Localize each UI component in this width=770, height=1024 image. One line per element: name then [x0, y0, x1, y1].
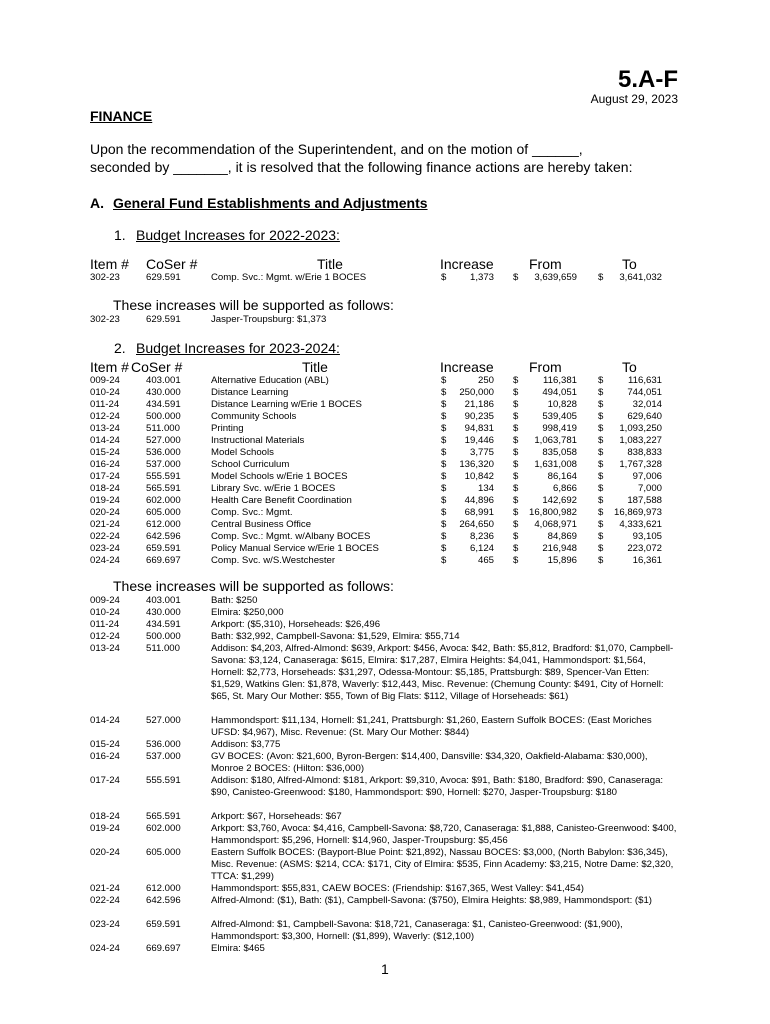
coser-number: 629.591 — [146, 314, 181, 325]
coser-number: 434.591 — [146, 619, 181, 630]
part2-support-heading: These increases will be supported as follows: — [113, 578, 394, 594]
coser-number: 565.591 — [146, 811, 181, 822]
col-from-header: From — [529, 256, 562, 272]
row-title: Instructional Materials — [211, 435, 305, 446]
increase-value: 10,842 — [464, 471, 494, 482]
coser-number: 511.000 — [146, 423, 180, 434]
dollar-sign: $ — [441, 447, 447, 458]
dollar-sign: $ — [441, 459, 447, 470]
from-value: 4,068,971 — [534, 519, 577, 530]
table-row — [0, 495, 770, 507]
support-text: Bath: $32,992, Campbell-Savona: $1,529, Elmira: $55,714 — [211, 631, 460, 642]
dollar-sign: $ — [598, 399, 604, 410]
increase-value: 68,991 — [464, 507, 494, 518]
increase-value: 90,235 — [464, 411, 494, 422]
item-number: 019-24 — [90, 495, 120, 506]
dollar-sign: $ — [598, 495, 604, 506]
to-value: 187,588 — [627, 495, 662, 506]
coser-number: 605.000 — [146, 847, 181, 858]
to-value: 3,641,032 — [619, 272, 662, 283]
to-value: 223,072 — [627, 543, 662, 554]
support-text: Alfred-Almond: $1, Campbell-Savona: $18,721, Canaseraga: $1, Canisteo-Greenwood: ($1,900), Hammondsport: $3,300, Hornell: ($1,899), Waverly: ($12,100) — [211, 919, 623, 942]
dollar-sign: $ — [441, 483, 447, 494]
item-number: 013-24 — [90, 643, 120, 654]
item-number: 012-24 — [90, 631, 120, 642]
support-text: Addison: $3,775 — [211, 739, 281, 750]
dollar-sign: $ — [513, 411, 519, 422]
dollar-sign: $ — [513, 555, 519, 566]
to-value: 4,333,621 — [619, 519, 662, 530]
from-value: 494,051 — [542, 387, 577, 398]
item-number: 013-24 — [90, 423, 120, 434]
table-row — [0, 507, 770, 519]
increase-value: 6,124 — [469, 543, 494, 554]
coser-number: 555.591 — [146, 471, 181, 482]
coser-number: 500.000 — [146, 411, 181, 422]
row-title: Printing — [211, 423, 244, 434]
table-row — [0, 459, 770, 471]
col-increase-header: Increase — [440, 359, 494, 375]
table-row — [0, 423, 770, 435]
from-value: 84,869 — [547, 531, 577, 542]
section-a-heading: General Fund Establishments and Adjustments — [113, 195, 428, 211]
part1-heading: Budget Increases for 2022-2023: — [136, 227, 340, 243]
coser-number: 669.697 — [146, 555, 181, 566]
item-number: 010-24 — [90, 387, 120, 398]
col-coser-header: CoSer # — [131, 359, 183, 375]
dollar-sign: $ — [441, 507, 447, 518]
dollar-sign: $ — [441, 375, 447, 386]
support-text: Arkport: $3,760, Avoca: $4,416, Campbell-Savona: $8,720, Canaseraga: $1,888, Canisteo-Greenwood: $400, Hammondsport: $5,296, Hornell: $14,960, Jasper-Troupsburg: $5,456 — [211, 823, 677, 846]
coser-number: 403.001 — [146, 595, 181, 606]
support-text: GV BOCES: (Avon: $21,600, Byron-Bergen: $14,400, Dansville: $34,320, Oakfield-Alabama: $30,000), Monroe 2 BOCES: (Hilton: $36,000) — [211, 751, 648, 774]
coser-number: 527.000 — [146, 435, 181, 446]
item-number: 011-24 — [90, 399, 120, 410]
item-number: 014-24 — [90, 715, 120, 726]
table-row — [0, 435, 770, 447]
support-text: Hammondsport: $11,134, Hornell: $1,241, Prattsburgh: $1,260, Eastern Suffolk BOCES: (East Moriches UFSD: $4,967), Misc. Revenue: (St. Mary Our Mother: $844) — [211, 715, 652, 738]
from-value: 10,828 — [547, 399, 577, 410]
coser-number: 536.000 — [146, 739, 181, 750]
item-number: 022-24 — [90, 531, 120, 542]
coser-number: 430.000 — [146, 387, 181, 398]
support-text: Addison: $4,203, Alfred-Almond: $639, Arkport: $456, Avoca: $42, Bath: $5,812, Bradford: $1,070, Campbell-Savona: $3,124, Canaseraga: $615, Elmira: $17,287, Elmira Heights: $4,041, Hammondsport: $1,564, Hornell: $2,773, Horseheads: $31,297, Odessa-Montour: $5,185, Prattsburgh: $89, Spencer-Van Etten: $1,529, Watkins Glen: $1,878, Waverly: $12,443, Misc. Revenue: (Chemung County: $491, City of Hornell: $65, St. Mary Our Mother: $55, Town of Big Flats: $112, Village of Horseheads: $61) — [211, 643, 674, 702]
table-row — [0, 411, 770, 423]
increase-value: 465 — [477, 555, 494, 566]
part2-number: 2. — [114, 340, 126, 356]
table-row — [0, 399, 770, 411]
item-number: 022-24 — [90, 895, 120, 906]
from-value: 1,063,781 — [534, 435, 577, 446]
col-from-header: From — [529, 359, 562, 375]
support-text: Arkport: $67, Horseheads: $67 — [211, 811, 342, 822]
item-number: 019-24 — [90, 823, 120, 834]
table-row — [0, 519, 770, 531]
from-value: 16,800,982 — [528, 507, 577, 518]
from-value: 86,164 — [547, 471, 577, 482]
dollar-sign: $ — [441, 495, 447, 506]
coser-number: 500.000 — [146, 631, 181, 642]
from-value: 142,692 — [542, 495, 577, 506]
document-date: August 29, 2023 — [590, 92, 678, 106]
support-text: Elmira: $465 — [211, 943, 265, 954]
table-row — [0, 375, 770, 387]
dollar-sign: $ — [441, 519, 447, 530]
row-title: Model Schools w/Erie 1 BOCES — [211, 471, 348, 482]
item-number: 024-24 — [90, 555, 120, 566]
dollar-sign: $ — [441, 555, 447, 566]
table-row — [0, 471, 770, 483]
col-item-header: Item # — [90, 256, 129, 272]
to-value: 16,869,973 — [613, 507, 662, 518]
coser-number: 555.591 — [146, 775, 181, 786]
item-number: 302-23 — [90, 314, 120, 325]
from-value: 539,405 — [542, 411, 577, 422]
dollar-sign: $ — [513, 399, 519, 410]
item-number: 009-24 — [90, 375, 120, 386]
coser-number: 511.000 — [146, 643, 180, 654]
coser-number: 537.000 — [146, 751, 181, 762]
dollar-sign: $ — [441, 387, 447, 398]
dollar-sign: $ — [598, 387, 604, 398]
col-title-header: Title — [317, 256, 343, 272]
dollar-sign: $ — [441, 272, 447, 283]
dollar-sign: $ — [513, 387, 519, 398]
from-value: 998,419 — [542, 423, 577, 434]
row-title: Policy Manual Service w/Erie 1 BOCES — [211, 543, 379, 554]
item-number: 023-24 — [90, 919, 120, 930]
row-title: Library Svc. w/Erie 1 BOCES — [211, 483, 336, 494]
from-value: 15,896 — [547, 555, 577, 566]
coser-number: 537.000 — [146, 459, 181, 470]
coser-number: 602.000 — [146, 823, 181, 834]
support-text: Bath: $250 — [211, 595, 258, 606]
support-text: Jasper-Troupsburg: $1,373 — [211, 314, 327, 325]
col-coser-header: CoSer # — [146, 256, 198, 272]
intro-line-2: seconded by _______, it is resolved that the following finance actions are hereby taken: — [90, 159, 633, 175]
to-value: 838,833 — [627, 447, 662, 458]
coser-number: 527.000 — [146, 715, 181, 726]
support-text: Hammondsport: $55,831, CAEW BOCES: (Friendship: $167,365, West Valley: $41,454) — [211, 883, 584, 894]
table-row — [0, 272, 770, 284]
dollar-sign: $ — [598, 459, 604, 470]
row-title: Model Schools — [211, 447, 274, 458]
item-number: 018-24 — [90, 811, 120, 822]
from-value: 835,058 — [542, 447, 577, 458]
to-value: 7,000 — [637, 483, 662, 494]
dollar-sign: $ — [598, 555, 604, 566]
item-number: 021-24 — [90, 883, 120, 894]
coser-number: 642.596 — [146, 895, 181, 906]
item-number: 021-24 — [90, 519, 120, 530]
item-number: 020-24 — [90, 847, 120, 858]
item-number: 017-24 — [90, 471, 120, 482]
table-row — [0, 447, 770, 459]
dollar-sign: $ — [441, 435, 447, 446]
item-number: 015-24 — [90, 447, 120, 458]
item-number: 015-24 — [90, 739, 120, 750]
item-number: 020-24 — [90, 507, 120, 518]
item-number: 302-23 — [90, 272, 120, 283]
dollar-sign: $ — [598, 507, 604, 518]
dollar-sign: $ — [513, 447, 519, 458]
part1-number: 1. — [114, 227, 126, 243]
intro-line-1: Upon the recommendation of the Superintendent, and on the motion of ______, — [90, 141, 583, 157]
increase-value: 21,186 — [464, 399, 494, 410]
to-value: 629,640 — [627, 411, 662, 422]
increase-value: 1,373 — [469, 272, 494, 283]
increase-value: 94,831 — [464, 423, 494, 434]
page-number: 1 — [381, 961, 389, 977]
row-title: Alternative Education (ABL) — [211, 375, 329, 386]
to-value: 97,006 — [632, 471, 662, 482]
dollar-sign: $ — [441, 543, 447, 554]
row-title: Community Schools — [211, 411, 297, 422]
item-number: 023-24 — [90, 543, 120, 554]
dollar-sign: $ — [598, 435, 604, 446]
increase-value: 3,775 — [469, 447, 494, 458]
dollar-sign: $ — [441, 411, 447, 422]
coser-number: 434.591 — [146, 399, 181, 410]
section-a-letter: A. — [90, 195, 104, 211]
item-number: 017-24 — [90, 775, 120, 786]
item-number: 016-24 — [90, 459, 120, 470]
row-title: Comp. Svc.: Mgmt. — [211, 507, 293, 518]
dollar-sign: $ — [513, 519, 519, 530]
dollar-sign: $ — [513, 471, 519, 482]
dollar-sign: $ — [598, 411, 604, 422]
dollar-sign: $ — [513, 483, 519, 494]
col-title-header: Title — [302, 359, 328, 375]
dollar-sign: $ — [441, 423, 447, 434]
from-value: 116,381 — [543, 375, 577, 386]
coser-number: 629.591 — [146, 272, 181, 283]
section-title: FINANCE — [90, 108, 153, 124]
dollar-sign: $ — [598, 447, 604, 458]
dollar-sign: $ — [513, 272, 519, 283]
row-title: Comp. Svc.: Mgmt. w/Albany BOCES — [211, 531, 371, 542]
support-text: Arkport: ($5,310), Horseheads: $26,496 — [211, 619, 381, 630]
coser-number: 430.000 — [146, 607, 181, 618]
dollar-sign: $ — [598, 423, 604, 434]
dollar-sign: $ — [598, 375, 604, 386]
coser-number: 536.000 — [146, 447, 181, 458]
table-row — [0, 555, 770, 567]
row-title: Health Care Benefit Coordination — [211, 495, 352, 506]
row-title: Distance Learning w/Erie 1 BOCES — [211, 399, 362, 410]
col-item-header: Item # — [90, 359, 129, 375]
coser-number: 565.591 — [146, 483, 181, 494]
increase-value: 264,650 — [459, 519, 494, 530]
coser-number: 612.000 — [146, 883, 181, 894]
support-text: Eastern Suffolk BOCES: (Bayport-Blue Point: $21,892), Nassau BOCES: $3,000, (North Babylon: $36,345), Misc. Revenue: (ASMS: $214, CCA: $171, City of Elmira: $535, Finn Academy: $3,215, Notre Dame: $2,320, TTCA: $1,299) — [211, 847, 674, 882]
row-title: Comp. Svc. w/S.Westchester — [211, 555, 336, 566]
from-value: 216,948 — [542, 543, 577, 554]
row-title: Distance Learning — [211, 387, 289, 398]
dollar-sign: $ — [513, 495, 519, 506]
increase-value: 250 — [477, 375, 494, 386]
dollar-sign: $ — [513, 423, 519, 434]
dollar-sign: $ — [513, 507, 519, 518]
from-value: 6,866 — [552, 483, 577, 494]
to-value: 32,014 — [632, 399, 662, 410]
table-row — [0, 483, 770, 495]
table-row — [0, 531, 770, 543]
from-value: 3,639,659 — [534, 272, 577, 283]
from-value: 1,631,008 — [534, 459, 577, 470]
coser-number: 612.000 — [146, 519, 181, 530]
increase-value: 44,896 — [464, 495, 494, 506]
to-value: 1,083,227 — [619, 435, 662, 446]
document-code: 5.A-F — [618, 66, 678, 93]
dollar-sign: $ — [441, 471, 447, 482]
col-to-header: To — [622, 256, 637, 272]
dollar-sign: $ — [441, 399, 447, 410]
to-value: 16,361 — [632, 555, 662, 566]
row-title: School Curriculum — [211, 459, 290, 470]
dollar-sign: $ — [598, 483, 604, 494]
col-to-header: To — [622, 359, 637, 375]
dollar-sign: $ — [513, 531, 519, 542]
dollar-sign: $ — [598, 543, 604, 554]
increase-value: 134 — [477, 483, 494, 494]
to-value: 93,105 — [632, 531, 662, 542]
to-value: 1,093,250 — [619, 423, 662, 434]
row-title: Comp. Svc.: Mgmt. w/Erie 1 BOCES — [211, 272, 367, 283]
item-number: 024-24 — [90, 943, 120, 954]
table-row — [0, 387, 770, 399]
increase-value: 8,236 — [469, 531, 494, 542]
item-number: 009-24 — [90, 595, 120, 606]
item-number: 010-24 — [90, 607, 120, 618]
support-text: Elmira: $250,000 — [211, 607, 284, 618]
coser-number: 669.697 — [146, 943, 181, 954]
part1-support-heading: These increases will be supported as follows: — [113, 297, 394, 313]
coser-number: 642.596 — [146, 531, 181, 542]
increase-value: 136,320 — [459, 459, 494, 470]
item-number: 011-24 — [90, 619, 120, 630]
to-value: 116,631 — [628, 375, 662, 386]
col-increase-header: Increase — [440, 256, 494, 272]
row-title: Central Business Office — [211, 519, 312, 530]
coser-number: 659.591 — [146, 919, 181, 930]
increase-value: 19,446 — [464, 435, 494, 446]
dollar-sign: $ — [598, 471, 604, 482]
dollar-sign: $ — [513, 375, 519, 386]
to-value: 744,051 — [627, 387, 662, 398]
dollar-sign: $ — [441, 531, 447, 542]
dollar-sign: $ — [513, 435, 519, 446]
table-row — [0, 543, 770, 555]
dollar-sign: $ — [513, 459, 519, 470]
coser-number: 602.000 — [146, 495, 181, 506]
coser-number: 659.591 — [146, 543, 181, 554]
increase-value: 250,000 — [459, 387, 494, 398]
item-number: 012-24 — [90, 411, 120, 422]
item-number: 014-24 — [90, 435, 120, 446]
part2-heading: Budget Increases for 2023-2024: — [136, 340, 340, 356]
support-text: Addison: $180, Alfred-Almond: $181, Arkport: $9,310, Avoca: $91, Bath: $180, Bradford: $90, Canaseraga: $90, Canisteo-Greenwood: $180, Hammondsport: $90, Hornell: $270, Jasper-Troupsburg: $180 — [211, 775, 664, 798]
dollar-sign: $ — [513, 543, 519, 554]
support-text: Alfred-Almond: ($1), Bath: ($1), Campbell-Savona: ($750), Elmira Heights: $8,989, Hammondsport: ($1) — [211, 895, 652, 906]
coser-number: 403.001 — [146, 375, 181, 386]
item-number: 016-24 — [90, 751, 120, 762]
dollar-sign: $ — [598, 272, 604, 283]
coser-number: 605.000 — [146, 507, 181, 518]
dollar-sign: $ — [598, 519, 604, 530]
item-number: 018-24 — [90, 483, 120, 494]
to-value: 1,767,328 — [619, 459, 662, 470]
dollar-sign: $ — [598, 531, 604, 542]
